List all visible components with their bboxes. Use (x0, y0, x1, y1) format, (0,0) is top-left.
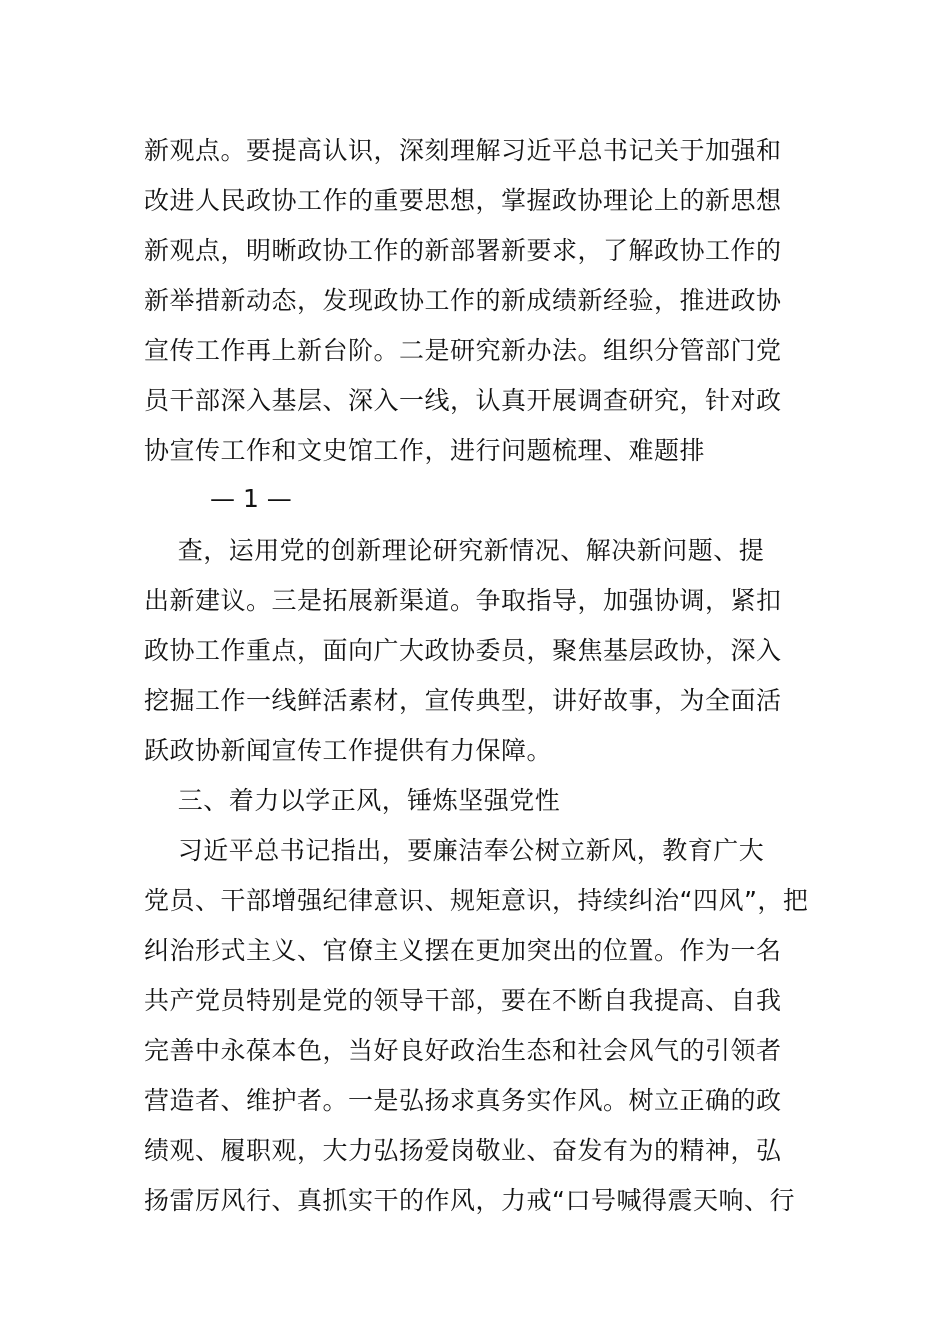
body-text-line: 共产党员特别是党的领导干部，要在不断自我提高、自我 (144, 986, 782, 1015)
body-text-line: 改进人民政协工作的重要思想，掌握政协理论上的新思想 (144, 186, 782, 215)
body-text-line: 跃政协新闻宣传工作提供有力保障。 (144, 736, 553, 765)
body-text-line: 纠治形式主义、官僚主义摆在更加突出的位置。作为一名 (144, 936, 782, 965)
body-text-line: 新举措新动态，发现政协工作的新成绩新经验，推进政协 (144, 286, 782, 315)
section-heading: 三、着力以学正风，锤炼坚强党性 (144, 786, 561, 815)
body-text-line: 营造者、维护者。一是弘扬求真务实作风。树立正确的政 (144, 1086, 782, 1115)
body-text-line: 完善中永葆本色，当好良好政治生态和社会风气的引领者 (144, 1036, 782, 1065)
body-text-line: 员干部深入基层、深入一线，认真开展调查研究，针对政 (144, 386, 782, 415)
body-text-line: 绩观、履职观，大力弘扬爱岗敬业、奋发有为的精神，弘 (144, 1136, 782, 1165)
page-number: — 1 — (210, 484, 292, 513)
body-text-line: 挖掘工作一线鲜活素材，宣传典型，讲好故事，为全面活 (144, 686, 782, 715)
body-text-line: 出新建议。三是拓展新渠道。争取指导，加强协调，紧扣 (144, 586, 782, 615)
body-text-line: 扬雷厉风行、真抓实干的作风，力戒“口号喊得震天响、行 (144, 1186, 795, 1215)
body-text-line: 协宣传工作和文史馆工作，进行问题梳理、难题排 (144, 436, 706, 465)
body-text-line: 新观点，明晰政协工作的新部署新要求，了解政协工作的 (144, 236, 782, 265)
body-text-line: 查，运用党的创新理论研究新情况、解决新问题、提 (144, 536, 765, 565)
body-text-line: 习近平总书记指出，要廉洁奉公树立新风，教育广大 (144, 836, 765, 865)
body-text-line: 党员、干部增强纪律意识、规矩意识，持续纠治“四风”，把 (144, 886, 809, 915)
body-text-line: 政协工作重点，面向广大政协委员，聚焦基层政协，深入 (144, 636, 782, 665)
body-text-line: 宣传工作再上新台阶。二是研究新办法。组织分管部门党 (144, 336, 782, 365)
body-text-line: 新观点。要提高认识，深刻理解习近平总书记关于加强和 (144, 136, 782, 165)
